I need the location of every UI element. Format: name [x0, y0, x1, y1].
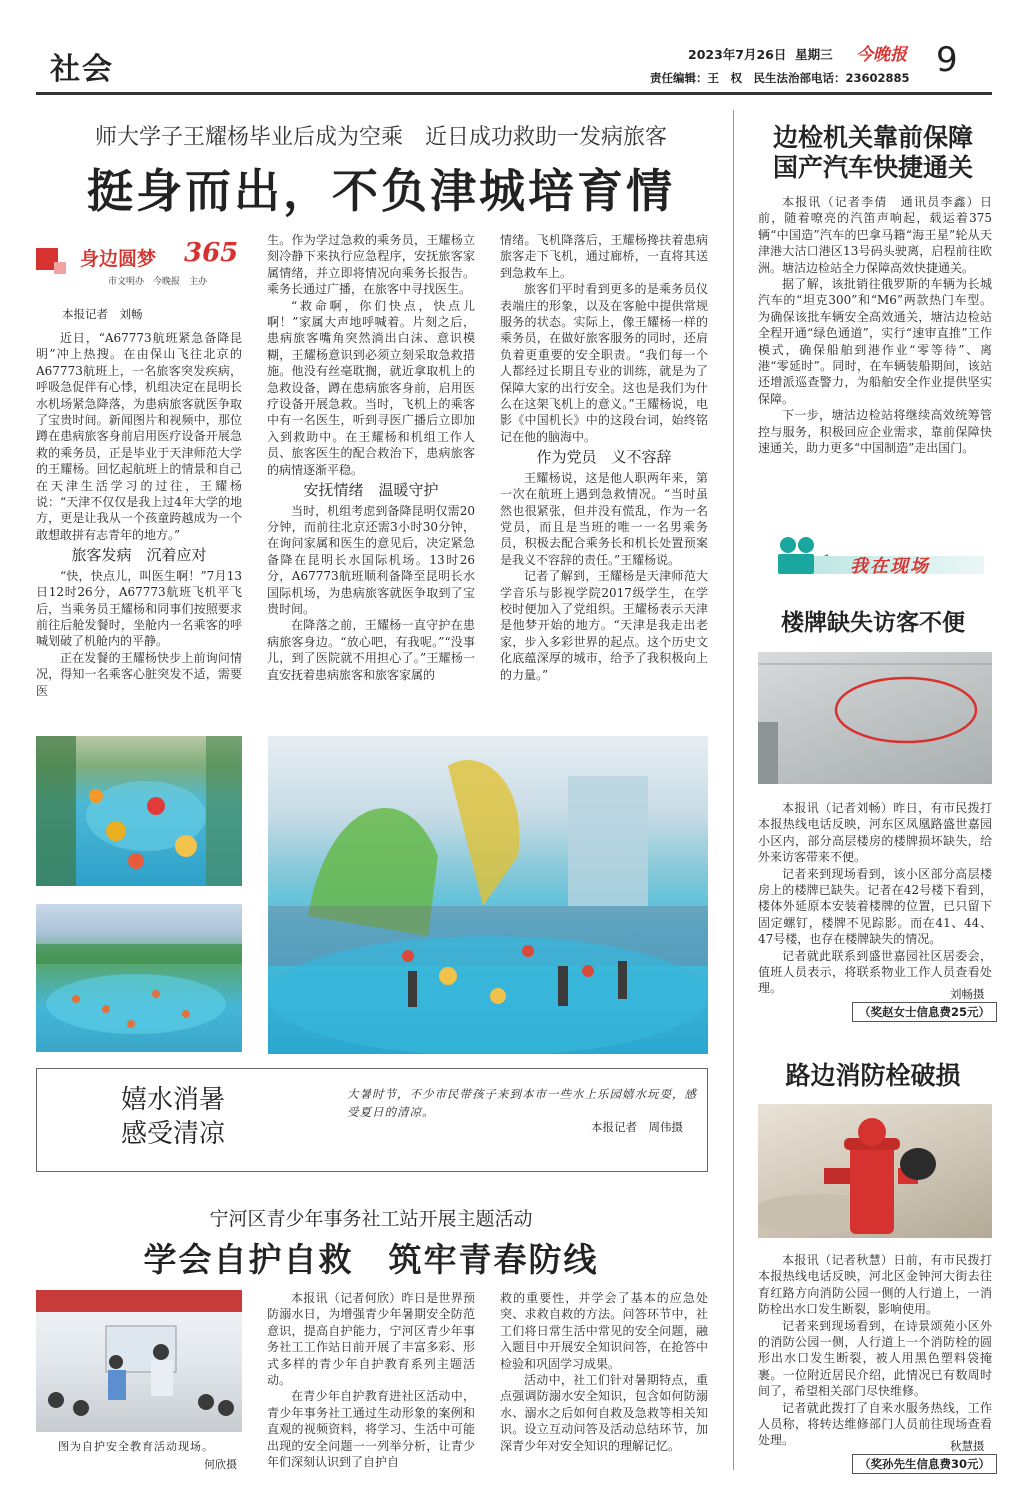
scene2-credit: 秋慧摄 — [950, 1439, 985, 1453]
scene1-body — [758, 800, 992, 997]
border-body — [758, 194, 992, 457]
paragraph: 旅客们平时看到更多的是乘务员仪表端庄的形象，以及在客舱中提供常规服务的状态。实际上，像王耀杨一样的乘务员，在做好旅客服务的同时，还肩负着更重要的安全职责。“我们每一个人都经过长期且专业的训练，就是为了保障大家的出行安全。这也是我们为什么在这架飞机上的意义。”王耀杨说，电影《中国机长》中的这段台词，始终铭记在他的脑海中。 — [500, 282, 708, 444]
scene2-fee: （奖孙先生信息费30元） — [852, 1454, 997, 1474]
building-wall-photo — [758, 652, 992, 784]
paragraph: 记者来到现场看到，在诗景颂苑小区外的消防公园一侧，人行道上一个消防栓的圆形出水口发生断裂，被人用黑色塑料袋掩裹。一位附近居民介绍，此情况已有数周时间了，希望相关部门尽快维修。 — [758, 1318, 992, 1399]
youth-col1 — [267, 1290, 475, 1470]
weekday: 星期三 — [795, 47, 833, 62]
subhead: 旅客发病 沉着应对 — [71, 546, 207, 565]
youth-photo — [36, 1290, 242, 1432]
waterpark-photo-small-2 — [36, 904, 242, 1052]
paragraph: 下一步，塘沽边检站将继续高效统筹管控与服务，积极回应企业需求，靠前保障快速通关，助力更多“中国制造”走出国门。 — [758, 408, 992, 456]
paragraph: 本报讯（记者何欣）昨日是世界预防溺水日，为增强青少年暑期安全防范意识，提高自护能力，宁河区青少年事务社工工作站日前开展了丰富多彩、形式多样的青少年自护教育系列主题活动。 — [267, 1291, 475, 1388]
column-tag: 市文明办 今晚报 主办 — [108, 277, 208, 287]
paragraph: 当时，机组考虑到备降昆明仅需20分钟，而前往北京还需3小时30分钟，在询问家属和医生的意见后，决定紧急备降在昆明长水国际机场。13时26分，A67773航班顺利备降至昆明长水国际机场，为患病旅客就医争取到了宝贵时间。 — [267, 503, 475, 616]
lead-col2 — [267, 232, 475, 683]
scene1-credit: 刘畅摄 — [950, 987, 985, 1001]
youth-photo-caption: 图为自护安全教育活动现场。 — [58, 1440, 214, 1453]
paragraph: 在降落之前，王耀杨一直守护在患病旅客身边。“放心吧，有我呢。”“没事儿，到了医院就不用担心了。”王耀杨一直安抚着患病旅客和旅客家属的 — [267, 618, 475, 682]
waterpark-photo-main — [268, 736, 708, 1054]
paragraph: “快，快点儿，叫医生啊！”7月13日12时26分，A67773航班飞机平飞后，当乘务员王耀杨和同事们按照要求前往后舱发餐时，坐舱内一名乘客的呼喊划破了机舱内的平静。 — [36, 568, 242, 649]
hydrant-art — [758, 1104, 992, 1238]
paragraph: 据了解，该批销往俄罗斯的车辆为长城汽车的“坦克300”和“M6”两款热门车型。为确保该批车辆安全高效通关，塘沽边检站全程开通“绿色通道”，实行“速审直推”工作模式，确保船舶到港作业“零等待”、离港“零延时”。同时，在车辆装船期间，该站还增派巡查警力，为船舶安全作业提供坚实保障。 — [758, 277, 992, 406]
logo-square-small-icon — [54, 262, 66, 274]
border-headline-1: 边检机关靠前保障 — [772, 123, 973, 152]
lead-col1 — [36, 330, 242, 699]
waterpark-photo-art — [36, 736, 242, 886]
youth-kicker: 宁河区青少年事务社工站开展主题活动 — [209, 1208, 533, 1230]
subhead: 安抚情绪 温暖守护 — [303, 481, 439, 500]
scene2-headline: 路边消防栓破损 — [785, 1061, 961, 1090]
paragraph: 本报讯（记者秋慧）日前，有市民拨打本报热线电话反映，河北区金钟河大街去往育红路方向消防公园一侧的人行道上，一消防栓出水口发生断裂，影响使用。 — [758, 1253, 992, 1317]
waterpark-photo-art — [36, 904, 242, 1052]
editors-line: 责任编辑：王 权 民生法治部电话：23602885 — [650, 71, 910, 85]
paragraph: 近日，“A67773航班紧急备降昆明”冲上热搜。在由保山飞往北京的A67773航班上，一名旅客突发疾病，呼吸急促伴有心悸，机组决定在昆明长水机场紧急降落，为患病旅客就医争取了宝贵时间。新闻图片和视频中，那位蹲在患病旅客身前启用医疗设备开展急救的乘务员，正是毕业于天津师范大学的王耀杨。回忆起航班上的情景和自己在天津生活学习的过往，王耀杨说：“天津不仅仅是我上过4年大学的地方，更是让我从一个孩童跨越成为一个敢想敢拼有志青年的地方。” — [36, 331, 242, 542]
page-number: 9 — [936, 40, 958, 80]
on-scene-banner — [774, 536, 974, 580]
paragraph: 正在发餐的王耀杨快步上前询问情况，得知一名乘客心脏突发不适，需要医 — [36, 650, 242, 698]
column-separator — [733, 110, 734, 1470]
date — [688, 45, 833, 63]
paragraph: 记者来到现场看到，该小区部分高层楼房上的楼牌已缺失。记者在42号楼下看到，楼体外延原本安装着楼牌的位置，已只留下固定螺钉，楼牌不见踪影。而在41、44、47号楼，也存在楼牌缺失的情况。 — [758, 866, 992, 947]
photo-feature-title-2: 感受清凉 — [121, 1119, 226, 1149]
paragraph: 在青少年自护教育进社区活动中，青少年事务社工通过生动形象的案例和直观的视频资料，将学习、生活中可能出现的安全问题一一列举分析，让青少年们深刻认识到了自护自 — [267, 1389, 475, 1470]
paper-logo: 今晚报 — [856, 45, 907, 65]
lead-byline: 本报记者 刘畅 — [62, 307, 143, 321]
highlight-circle-icon — [836, 678, 976, 742]
border-headline-2: 国产汽车快捷通关 — [772, 153, 973, 182]
paragraph: 记者就此拨打了自来水服务热线，工作人员称，将转达维修部门人员前往现场查看处理。 — [758, 1400, 992, 1448]
waterpark-photo-small-1 — [36, 736, 242, 886]
scene1-headline: 楼牌缺失访客不便 — [781, 610, 965, 636]
youth-photo-credit: 何欣摄 — [204, 1458, 237, 1471]
paragraph: 本报讯（记者刘畅）昨日，有市民拨打本报热线电话反映，河东区凤凰路盛世嘉园小区内，部分高层楼房的楼牌损坏缺失，给外来访客带来不便。 — [758, 801, 992, 865]
building-wall-art — [758, 652, 992, 784]
photo-feature-title-1: 嬉水消暑 — [121, 1085, 226, 1115]
youth-col2 — [500, 1290, 708, 1454]
lead-kicker: 师大学子王耀杨毕业后成为空乘 近日成功救助一发病旅客 — [94, 125, 667, 150]
date-text: 2023年7月26日 — [688, 47, 787, 62]
section-title: 社会 — [50, 52, 114, 87]
paragraph: “救命啊，你们快点，快点儿啊！”家属大声地呼喊着。片刻之后，患病旅客嘴角突然淌出白沫、意识模糊，王耀杨意识到必须立刻采取急救措施。他没有丝毫耽搁，就近拿取机上的急救设备，蹲在患病旅客身前，启用医疗设备开展急救。当时，飞机上的乘客中有一名医生，听到寻医广播后立即加入到救助中。在王耀杨和机组工作人员、旅客医生的配合救治下，患病旅客的病情逐渐平稳。 — [267, 298, 475, 477]
lead-col3 — [500, 232, 708, 683]
scene2-body — [758, 1252, 992, 1449]
paragraph: 情绪。飞机降落后，王耀杨搀扶着患病旅客走下飞机，通过廊桥，一直将其送到急救车上。 — [500, 233, 708, 280]
scene1-fee: （奖赵女士信息费25元） — [852, 1002, 997, 1022]
paragraph: 本报讯（记者李倩 通讯员李鑫）日前，随着嘹亮的汽笛声响起，载运着375辆“中国造”汽车的巴拿马籍“海王星”轮从天津港大沽口港区13号码头驶离，启程前往欧洲。塘沽边检站全力保障高效快捷通关。 — [758, 195, 992, 275]
lead-headline: 挺身而出，不负津城培育情 — [87, 164, 675, 218]
photo-feature-credit: 本报记者 周伟摄 — [591, 1120, 683, 1134]
column-number: 365 — [184, 238, 239, 268]
paragraph: 记者了解到，王耀杨是天津师范大学音乐与影视学院2017级学生，在学校时便加入了党组织。王耀杨表示天津是他梦开始的地方。“天津是我走出老家，步入多彩世界的起点。这个历史文化底蕴深厚的城市，给予了我积极向上的力量。” — [500, 569, 708, 682]
paragraph: 救的重要性，并学会了基本的应急处突、求救自救的方法。问答环节中，社工们将日常生活中常见的安全问题，融入题目中开展安全知识问答，在抢答中检验和巩固学习成果。 — [500, 1291, 708, 1371]
paragraph: 活动中，社工们针对暑期特点，重点强调防溺水安全知识，包含如何防溺水、溺水之后如何自救及急救等相关知识。设立互动问答及活动总结环节，加深青少年对安全知识的理解记忆。 — [500, 1373, 708, 1453]
waterpark-photo-art — [268, 736, 708, 1054]
column-logo — [36, 240, 256, 288]
subhead: 作为党员 义不容辞 — [536, 448, 672, 467]
paragraph: 生。作为学过急救的乘务员，王耀杨立刻冷静下来执行应急程序，安抚旅客家属情绪，并立即将情况向乘务长报告。乘务长通过广播，在旅客中寻找医生。 — [267, 233, 475, 297]
photo-feature-caption: 大暑时节，不少市民带孩子来到本市一些水上乐园嬉水玩耍，感受夏日的清凉。 — [347, 1087, 697, 1119]
header-rule — [36, 92, 992, 95]
paragraph: 王耀杨说，这是他人职两年来，第一次在航班上遇到急救情况。“当时虽然也很紧张，但并没有慌乱，作为一名党员，而且是当班的唯一一名男乘务员，积极去配合乘务长和机长处置预案是我义不容辞的责任。”王耀杨说。 — [500, 470, 708, 567]
paragraph: 记者就此联系到盛世嘉园社区居委会，值班人员表示，将联系物业工作人员查看处理。 — [758, 948, 992, 996]
youth-photo-art — [36, 1290, 242, 1432]
photo-feature-box — [36, 1068, 708, 1172]
column-name: 身边圆梦 — [80, 248, 157, 270]
hydrant-photo — [758, 1104, 992, 1238]
on-scene-label: 我在现场 — [850, 556, 930, 577]
youth-headline: 学会自护自救 筑牢青春防线 — [143, 1240, 599, 1279]
